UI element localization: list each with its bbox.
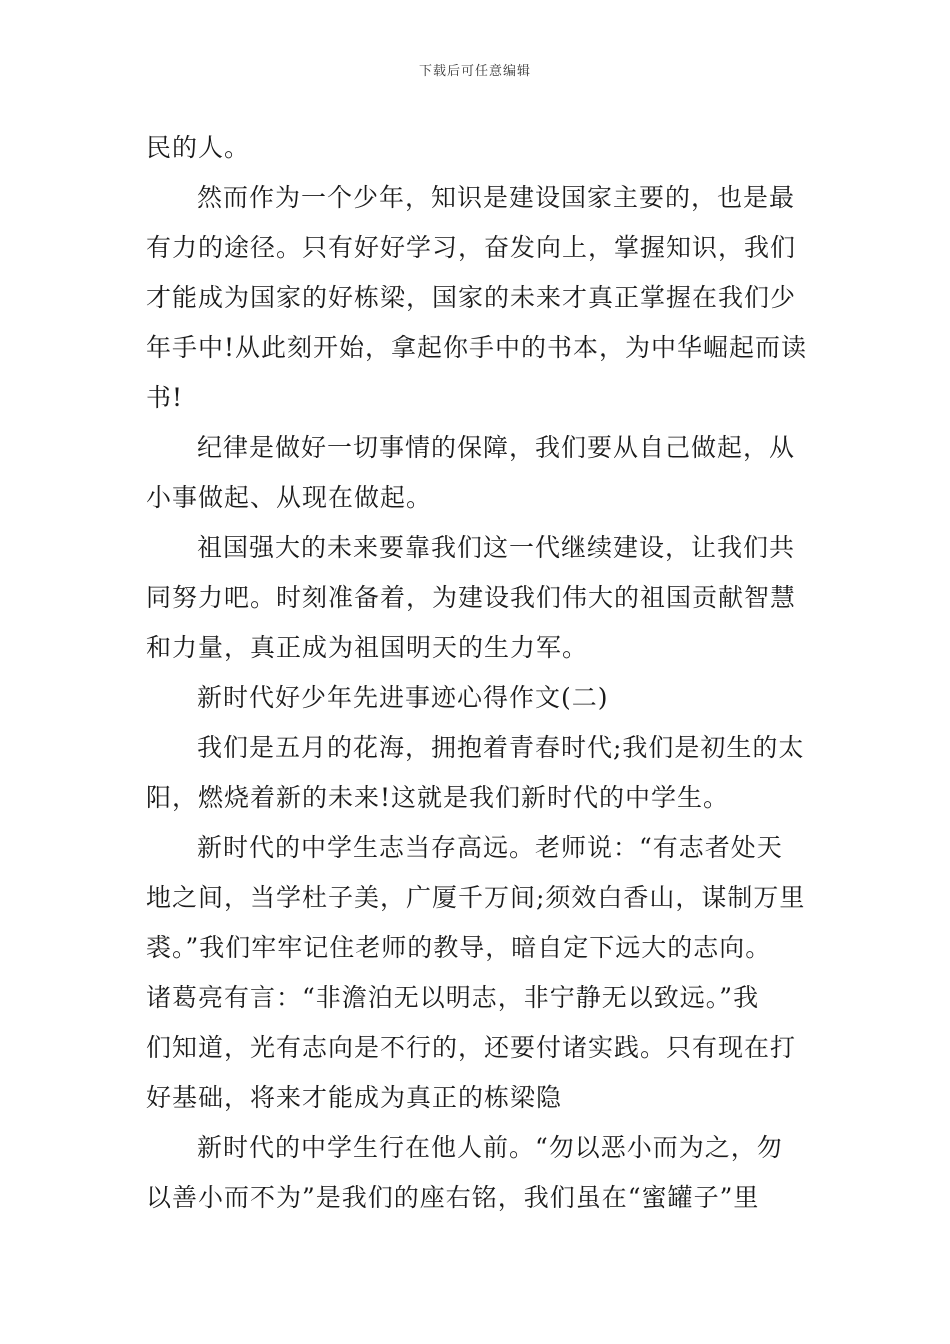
text-line: 裘。”我们牢牢记住老师的教导，暗自定下远大的志向。	[146, 933, 772, 962]
text-line: 有力的途径。只有好好学习，奋发向上，掌握知识，我们	[146, 233, 797, 262]
paragraph-start: 我们是五月的花海，拥抱着青春时代;我们是初生的太	[197, 733, 805, 762]
paragraph-start: 新时代的中学生行在他人前。“勿以恶小而为之，勿	[197, 1133, 783, 1162]
text-line: 好基础，将来才能成为真正的栋梁隐	[146, 1083, 563, 1112]
text-line: 诸葛亮有言：“非澹泊无以明志，非宁静无以致远。”我	[146, 983, 760, 1012]
text-line: 和力量，真正成为祖国明天的生力军。	[146, 633, 589, 662]
text-line: 阳，燃烧着新的未来!这就是我们新时代的中学生。	[146, 783, 730, 812]
page-header: 下载后可任意编辑	[418, 64, 531, 79]
text-line: 民的人。	[146, 133, 251, 162]
paragraph-start: 然而作为一个少年，知识是建设国家主要的，也是最	[197, 183, 796, 212]
text-line: 才能成为国家的好栋梁，国家的未来才真正掌握在我们少	[146, 283, 797, 312]
paragraph-start: 祖国强大的未来要靠我们这一代继续建设，让我们共	[197, 533, 796, 562]
text-line: 地之间，当学杜子美，广厦千万间;须效白香山，谋制万里	[146, 883, 806, 912]
paragraph-start: 新时代的中学生志当存高远。老师说：“有志者处天	[197, 833, 783, 862]
text-line: 小事做起、从现在做起。	[146, 483, 433, 512]
text-line: 书!	[146, 383, 184, 412]
text-line: 同努力吧。时刻准备着，为建设我们伟大的祖国贡献智慧	[146, 583, 797, 612]
section-title: 新时代好少年先进事迹心得作文(二)	[197, 683, 609, 712]
text-line: 年手中!从此刻开始，拿起你手中的书本，为中华崛起而读	[146, 333, 808, 362]
text-line: 们知道，光有志向是不行的，还要付诸实践。只有现在打	[146, 1033, 797, 1062]
paragraph-start: 纪律是做好一切事情的保障，我们要从自己做起，从	[197, 433, 796, 462]
text-line: 以善小而不为”是我们的座右铭，我们虽在“蜜罐子”里	[146, 1183, 760, 1212]
